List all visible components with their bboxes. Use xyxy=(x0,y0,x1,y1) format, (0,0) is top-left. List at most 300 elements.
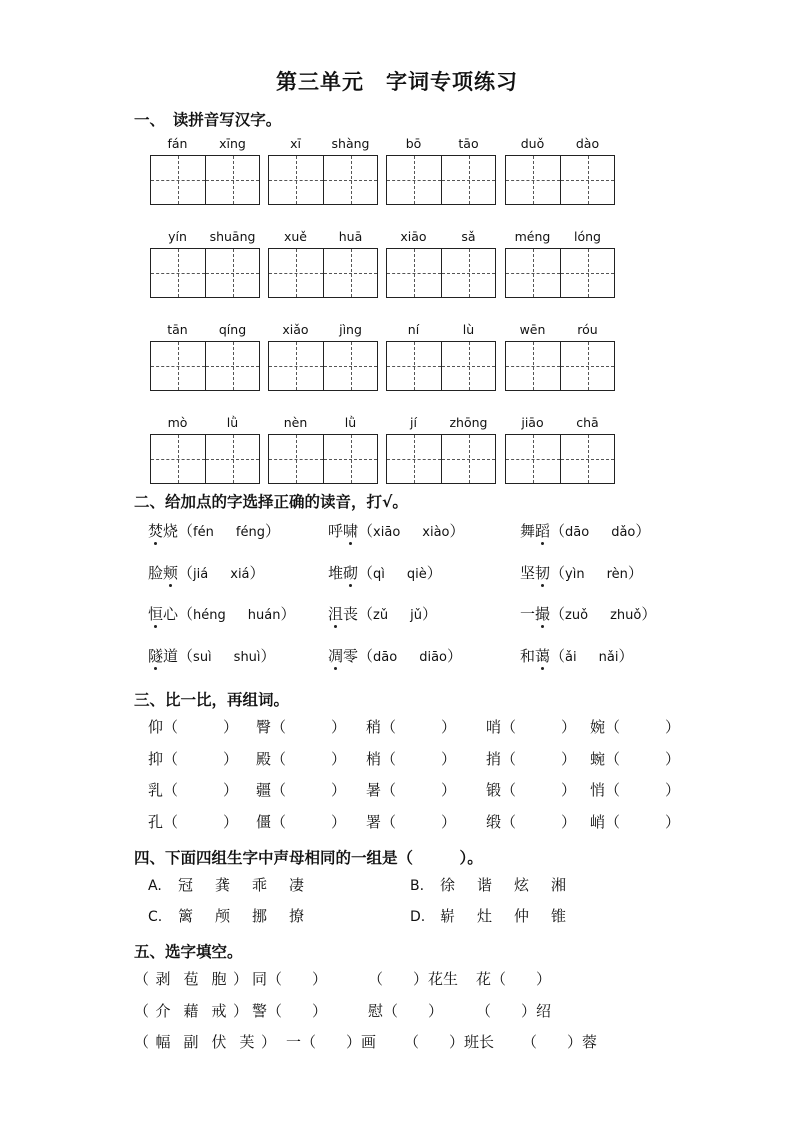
word-char: 蔼 xyxy=(535,646,551,665)
paren-open: （ xyxy=(178,646,194,665)
pinyin-label: xīng xyxy=(219,136,246,151)
pinyin-option[interactable]: xiāo xyxy=(373,525,401,540)
compare-item xyxy=(486,716,576,737)
grid-row xyxy=(150,229,620,322)
pinyin-label: zhōng xyxy=(449,415,488,430)
page-title: 第三单元 字词专项练习 xyxy=(276,69,518,94)
compare-item xyxy=(148,716,238,737)
choice-char: 胞 xyxy=(211,970,227,988)
writing-boxes xyxy=(150,434,260,484)
paren-open: （ xyxy=(134,970,150,988)
answer-blank[interactable]: （ ） xyxy=(271,812,347,831)
writing-box[interactable] xyxy=(151,156,205,204)
word-char: 舞 xyxy=(520,522,536,540)
pinyin-label: nèn xyxy=(283,415,308,430)
pinyin-options xyxy=(193,608,280,623)
writing-box[interactable] xyxy=(323,435,378,483)
section3-heading: 三、比一比，再组词。 xyxy=(134,691,290,709)
paren-open: （ xyxy=(358,605,374,623)
fill-in-area xyxy=(134,968,694,1063)
compare-char: 殿 xyxy=(256,749,272,768)
option-char: 湘 xyxy=(551,876,567,894)
pinyin-options xyxy=(373,608,422,623)
pinyin-word xyxy=(268,136,378,206)
paren-close: ） xyxy=(233,970,249,988)
writing-boxes xyxy=(386,248,496,298)
choice-char: 介 xyxy=(155,1001,171,1020)
paren-close: ） xyxy=(641,605,657,623)
writing-boxes xyxy=(505,341,615,391)
fill-blank[interactable]: （ ）蓉 xyxy=(522,1033,598,1051)
answer-blank[interactable]: （ ） xyxy=(605,812,681,831)
pinyin-options xyxy=(373,525,449,540)
pinyin-label: dào xyxy=(575,136,600,151)
word-char: 恒 xyxy=(148,605,164,623)
pinyin-word xyxy=(505,415,615,485)
paren-close: ） xyxy=(426,563,442,582)
compare-char: 孔 xyxy=(148,812,164,831)
pinyin-label: chā xyxy=(576,415,599,430)
pronunciation-item xyxy=(148,645,276,666)
writing-box[interactable] xyxy=(387,156,441,204)
fill-blank[interactable]: 警（ ） xyxy=(252,1001,328,1020)
option-a[interactable] xyxy=(148,874,326,895)
compare-item xyxy=(366,811,456,832)
pinyin-option[interactable]: diāo xyxy=(419,649,448,665)
writing-box[interactable] xyxy=(205,435,260,483)
compare-char: 捎 xyxy=(486,749,502,768)
choice-group xyxy=(134,1000,248,1021)
paren-open: （ xyxy=(550,563,566,582)
paren-close: ） xyxy=(618,646,634,665)
pinyin-option[interactable]: héng xyxy=(193,608,226,623)
pinyin-label: fán xyxy=(167,136,188,151)
pinyin-label: xī xyxy=(290,136,301,151)
compare-item xyxy=(590,779,680,800)
paren-open: （ xyxy=(358,563,374,582)
pinyin-label: qíng xyxy=(218,322,247,337)
option-row xyxy=(148,874,668,905)
fill-blank[interactable]: （ ）班长 xyxy=(404,1033,495,1051)
pronunciation-item xyxy=(328,603,437,624)
pinyin-options xyxy=(565,650,618,665)
paren-open: （ xyxy=(550,605,566,623)
pinyin-word xyxy=(505,136,615,206)
compare-char: 僵 xyxy=(256,812,272,831)
option-char: 锥 xyxy=(551,907,567,925)
compare-row xyxy=(148,779,681,811)
answer-blank[interactable]: （ ） xyxy=(501,812,577,831)
choice-char: 幅 xyxy=(155,1033,171,1051)
answer-blank[interactable]: （ ） xyxy=(163,781,239,799)
writing-box[interactable] xyxy=(387,342,441,390)
pinyin-options xyxy=(565,567,628,582)
compare-char: 稍 xyxy=(366,718,382,736)
writing-box[interactable] xyxy=(323,156,378,204)
paren-open: （ xyxy=(178,605,194,623)
choice-char: 芙 xyxy=(239,1033,255,1051)
pinyin-label: lǜ xyxy=(344,415,357,430)
answer-blank[interactable]: （ ） xyxy=(605,749,681,768)
writing-boxes xyxy=(268,248,378,298)
pronunciation-row xyxy=(148,645,688,687)
writing-box[interactable] xyxy=(441,435,496,483)
pinyin-label: jìng xyxy=(339,322,362,337)
answer-blank[interactable]: （ ） xyxy=(501,718,577,736)
paren-close: ） xyxy=(627,563,643,582)
option-char: 炫 xyxy=(514,876,530,894)
section5-heading: 五、选字填空。 xyxy=(134,943,243,961)
writing-boxes xyxy=(505,248,615,298)
pinyin-label: xiǎo xyxy=(282,322,309,337)
writing-box[interactable] xyxy=(441,156,496,204)
paren-close: ） xyxy=(260,646,276,665)
answer-blank[interactable]: （ ） xyxy=(501,749,577,768)
pinyin-option[interactable]: huán xyxy=(247,608,281,623)
pronunciation-item xyxy=(328,645,462,666)
word-char: 脸 xyxy=(148,563,164,582)
answer-blank[interactable]: （ ） xyxy=(381,718,457,736)
pinyin-label: jiāo xyxy=(521,415,544,430)
writing-box[interactable] xyxy=(205,156,260,204)
choice-char: 藉 xyxy=(183,1001,199,1020)
pinyin-word xyxy=(150,322,260,392)
writing-box[interactable] xyxy=(506,435,560,483)
word-char: 啸 xyxy=(343,522,359,540)
writing-box[interactable] xyxy=(560,249,615,297)
pinyin-label: shàng xyxy=(331,136,370,151)
compare-item xyxy=(486,779,576,800)
answer-blank[interactable]: （ ） xyxy=(271,718,347,736)
compare-item xyxy=(148,811,238,832)
option-b[interactable] xyxy=(410,874,588,895)
compare-item xyxy=(590,748,680,769)
pinyin-option[interactable]: nǎi xyxy=(598,649,619,665)
paren-close: ） xyxy=(421,605,437,623)
compare-char: 蜿 xyxy=(590,749,606,768)
writing-boxes xyxy=(505,434,615,484)
option-d[interactable] xyxy=(410,905,588,926)
compare-char: 抑 xyxy=(148,749,164,768)
paren-open: （ xyxy=(134,1033,150,1051)
paren-open: （ xyxy=(178,522,194,540)
pinyin-word xyxy=(505,322,615,392)
paren-open: （ xyxy=(358,522,374,540)
option-char: 冠 xyxy=(178,876,194,894)
writing-box[interactable] xyxy=(560,156,615,204)
option-row xyxy=(148,905,668,936)
pronunciation-item xyxy=(328,562,442,583)
pinyin-options xyxy=(565,608,641,623)
writing-box[interactable] xyxy=(205,342,260,390)
pronunciation-item xyxy=(520,603,656,624)
word-char: 颊 xyxy=(163,563,179,582)
compare-item xyxy=(590,811,680,832)
answer-blank[interactable]: （ ） xyxy=(381,781,457,799)
compare-char: 暑 xyxy=(366,781,382,799)
choice-group xyxy=(134,968,248,989)
compare-char: 乳 xyxy=(148,781,164,799)
word-char: 堆 xyxy=(328,563,344,582)
compare-char: 署 xyxy=(366,812,382,831)
pinyin-option[interactable]: fén xyxy=(193,525,214,540)
paren-close: ） xyxy=(249,563,265,582)
choice-group xyxy=(134,1031,276,1052)
writing-box[interactable] xyxy=(560,342,615,390)
fill-blank[interactable]: （ ）花生 xyxy=(368,970,459,988)
option-char: 凄 xyxy=(289,876,305,894)
pronunciation-row xyxy=(148,603,688,645)
pinyin-option[interactable]: jǔ xyxy=(410,608,422,623)
writing-box[interactable] xyxy=(151,342,205,390)
writing-box[interactable] xyxy=(151,435,205,483)
pinyin-option[interactable]: qì xyxy=(373,566,385,582)
option-char: 仲 xyxy=(514,907,530,925)
paren-close: ） xyxy=(233,1001,249,1020)
word-char: 坚 xyxy=(520,563,536,582)
paren-close: ） xyxy=(449,522,465,540)
pinyin-options xyxy=(373,567,427,582)
writing-boxes xyxy=(268,341,378,391)
pronunciation-item xyxy=(148,562,265,583)
pinyin-label: xiāo xyxy=(400,229,427,244)
compare-char: 悄 xyxy=(590,781,606,799)
choice-char: 副 xyxy=(183,1033,199,1051)
pinyin-label: lù xyxy=(462,322,475,337)
paren-open: （ xyxy=(178,563,194,582)
writing-box[interactable] xyxy=(506,342,560,390)
compare-char: 臀 xyxy=(256,718,272,736)
compare-item xyxy=(366,779,456,800)
pinyin-label: yín xyxy=(168,229,187,244)
compare-item xyxy=(256,748,346,769)
writing-box[interactable] xyxy=(506,249,560,297)
fill-row xyxy=(134,968,694,1000)
writing-box[interactable] xyxy=(441,342,496,390)
option-c[interactable] xyxy=(148,905,326,926)
compare-item xyxy=(366,748,456,769)
compare-item xyxy=(590,716,680,737)
pronunciation-item xyxy=(520,520,650,541)
compare-char: 锻 xyxy=(486,781,502,799)
word-char: 隧 xyxy=(148,646,164,665)
grid-row xyxy=(150,322,620,415)
word-char: 心 xyxy=(163,605,179,623)
pinyin-word xyxy=(268,322,378,392)
pinyin-word xyxy=(268,415,378,485)
pinyin-label: lǜ xyxy=(226,415,239,430)
word-char: 韧 xyxy=(535,563,551,582)
option-char: 徐 xyxy=(440,876,456,894)
option-char: 谐 xyxy=(477,876,493,894)
writing-boxes xyxy=(386,434,496,484)
paren-close: ） xyxy=(280,605,296,623)
writing-boxes xyxy=(386,341,496,391)
answer-blank[interactable]: （ ） xyxy=(501,781,577,799)
pinyin-word xyxy=(150,415,260,485)
answer-blank[interactable]: （ ） xyxy=(381,812,457,831)
writing-box[interactable] xyxy=(441,249,496,297)
option-char: 灶 xyxy=(477,907,493,925)
pinyin-option[interactable]: dāo xyxy=(565,525,590,540)
pinyin-option[interactable]: jiá xyxy=(193,566,209,582)
answer-blank[interactable]: （ ） xyxy=(605,781,681,799)
paren-open: （ xyxy=(550,646,566,665)
pinyin-option[interactable]: dāo xyxy=(373,649,398,665)
writing-box[interactable] xyxy=(560,435,615,483)
compare-item xyxy=(486,811,576,832)
word-char: 凋 xyxy=(328,646,344,665)
writing-boxes xyxy=(268,434,378,484)
pinyin-option[interactable]: xiào xyxy=(422,525,450,540)
pinyin-option[interactable]: suì xyxy=(193,649,212,665)
pinyin-label: wēn xyxy=(519,322,546,337)
option-char: 崭 xyxy=(440,907,456,925)
choice-char: 剥 xyxy=(155,970,171,988)
option-label: A. xyxy=(148,878,162,894)
compare-item xyxy=(148,748,238,769)
section4-heading: 四、下面四组生字中声母相同的一组是（ ）。 xyxy=(134,849,483,867)
writing-boxes xyxy=(386,155,496,205)
writing-box[interactable] xyxy=(205,249,260,297)
writing-box[interactable] xyxy=(506,156,560,204)
pronunciation-item xyxy=(328,520,465,541)
answer-blank[interactable]: （ ） xyxy=(271,781,347,799)
pinyin-grid-area xyxy=(150,136,620,508)
pronunciation-row xyxy=(148,520,688,562)
option-char: 撩 xyxy=(289,907,305,925)
pinyin-word xyxy=(268,229,378,299)
answer-blank[interactable]: （ ） xyxy=(271,749,347,768)
writing-box[interactable] xyxy=(269,342,323,390)
pinyin-options xyxy=(565,525,635,540)
answer-blank[interactable]: （ ） xyxy=(163,718,239,736)
writing-box[interactable] xyxy=(269,249,323,297)
answer-blank[interactable]: （ ） xyxy=(381,749,457,768)
word-char: 撮 xyxy=(535,605,551,623)
option-char: 挪 xyxy=(252,907,268,925)
compare-row xyxy=(148,716,681,748)
pinyin-label: tāo xyxy=(458,136,479,151)
pinyin-option[interactable]: rèn xyxy=(606,566,628,582)
compare-item xyxy=(148,779,238,800)
choice-char: 戒 xyxy=(211,1001,227,1020)
pinyin-options xyxy=(193,525,265,540)
choice-char: 苞 xyxy=(183,970,199,988)
section2-heading: 二、给加点的字选择正确的读音，打√。 xyxy=(134,493,408,511)
pronunciation-item xyxy=(148,520,280,541)
fill-blank[interactable]: 一（ ）画 xyxy=(286,1033,377,1051)
compare-char: 仰 xyxy=(148,718,164,736)
pinyin-option[interactable]: xiá xyxy=(230,566,250,582)
writing-boxes xyxy=(150,155,260,205)
answer-blank[interactable]: （ ） xyxy=(163,749,239,768)
compare-char: 缎 xyxy=(486,812,502,831)
paren-open: （ xyxy=(358,646,374,665)
pinyin-label: bō xyxy=(405,136,422,151)
pinyin-option[interactable]: zhuǒ xyxy=(610,608,642,623)
word-char: 和 xyxy=(520,646,536,665)
pinyin-label: mò xyxy=(167,415,188,430)
writing-boxes xyxy=(150,341,260,391)
pinyin-label: tān xyxy=(167,322,188,337)
pinyin-label: shuāng xyxy=(209,229,256,244)
pinyin-label: huā xyxy=(338,229,363,244)
pinyin-options xyxy=(193,567,249,582)
pinyin-word xyxy=(386,229,496,299)
fill-blank[interactable]: （ ）绍 xyxy=(476,1001,552,1020)
paren-open: （ xyxy=(550,522,566,540)
option-label: D. xyxy=(410,909,426,925)
option-label: B. xyxy=(410,878,425,894)
word-char: 呼 xyxy=(328,522,344,540)
compare-char: 梢 xyxy=(366,749,382,768)
option-label: C. xyxy=(148,909,163,925)
fill-row xyxy=(134,1031,694,1063)
pinyin-label: xuě xyxy=(283,229,307,244)
writing-box[interactable] xyxy=(387,435,441,483)
pinyin-option[interactable]: qiè xyxy=(406,566,427,582)
compare-char: 哨 xyxy=(486,718,502,736)
choice-char: 伏 xyxy=(211,1033,227,1051)
paren-open: （ xyxy=(134,1001,150,1020)
compare-item xyxy=(256,779,346,800)
fill-blank[interactable]: 花（ ） xyxy=(476,970,552,988)
writing-box[interactable] xyxy=(269,156,323,204)
pinyin-option[interactable]: féng xyxy=(235,525,265,540)
pinyin-option[interactable]: ǎi xyxy=(565,649,577,665)
word-char: 一 xyxy=(520,605,536,623)
paren-close: ） xyxy=(447,646,463,665)
writing-box[interactable] xyxy=(387,249,441,297)
word-char: 焚 xyxy=(148,522,164,540)
option-char: 篱 xyxy=(178,907,194,925)
compare-item xyxy=(256,716,346,737)
paren-close: ） xyxy=(264,522,280,540)
pinyin-option[interactable]: shuì xyxy=(233,649,261,665)
compare-char: 峭 xyxy=(590,812,606,831)
writing-box[interactable] xyxy=(151,249,205,297)
compare-words-area xyxy=(148,716,681,842)
word-char: 烧 xyxy=(163,522,179,540)
pinyin-option[interactable]: zuǒ xyxy=(565,608,589,623)
paren-close: ） xyxy=(635,522,651,540)
pinyin-option[interactable]: zǔ xyxy=(373,608,389,623)
pinyin-word xyxy=(386,322,496,392)
option-char: 龚 xyxy=(215,876,231,894)
pronunciation-choice-area xyxy=(148,520,688,686)
fill-blank[interactable]: 慰（ ） xyxy=(368,1001,444,1020)
option-char: 乖 xyxy=(252,876,268,894)
pronunciation-item xyxy=(520,562,643,583)
writing-box[interactable] xyxy=(323,249,378,297)
pinyin-option[interactable]: yìn xyxy=(565,566,585,582)
writing-box[interactable] xyxy=(269,435,323,483)
pinyin-word xyxy=(150,229,260,299)
word-char: 砌 xyxy=(343,563,359,582)
writing-box[interactable] xyxy=(323,342,378,390)
compare-char: 婉 xyxy=(590,718,606,736)
word-char: 道 xyxy=(163,646,179,665)
pinyin-label: róu xyxy=(577,322,598,337)
answer-blank[interactable]: （ ） xyxy=(163,812,239,831)
compare-row xyxy=(148,748,681,780)
fill-blank[interactable]: 同（ ） xyxy=(252,970,328,988)
initial-choice-area xyxy=(148,874,668,936)
writing-boxes xyxy=(268,155,378,205)
pinyin-option[interactable]: dǎo xyxy=(611,525,636,540)
answer-blank[interactable]: （ ） xyxy=(605,718,681,736)
